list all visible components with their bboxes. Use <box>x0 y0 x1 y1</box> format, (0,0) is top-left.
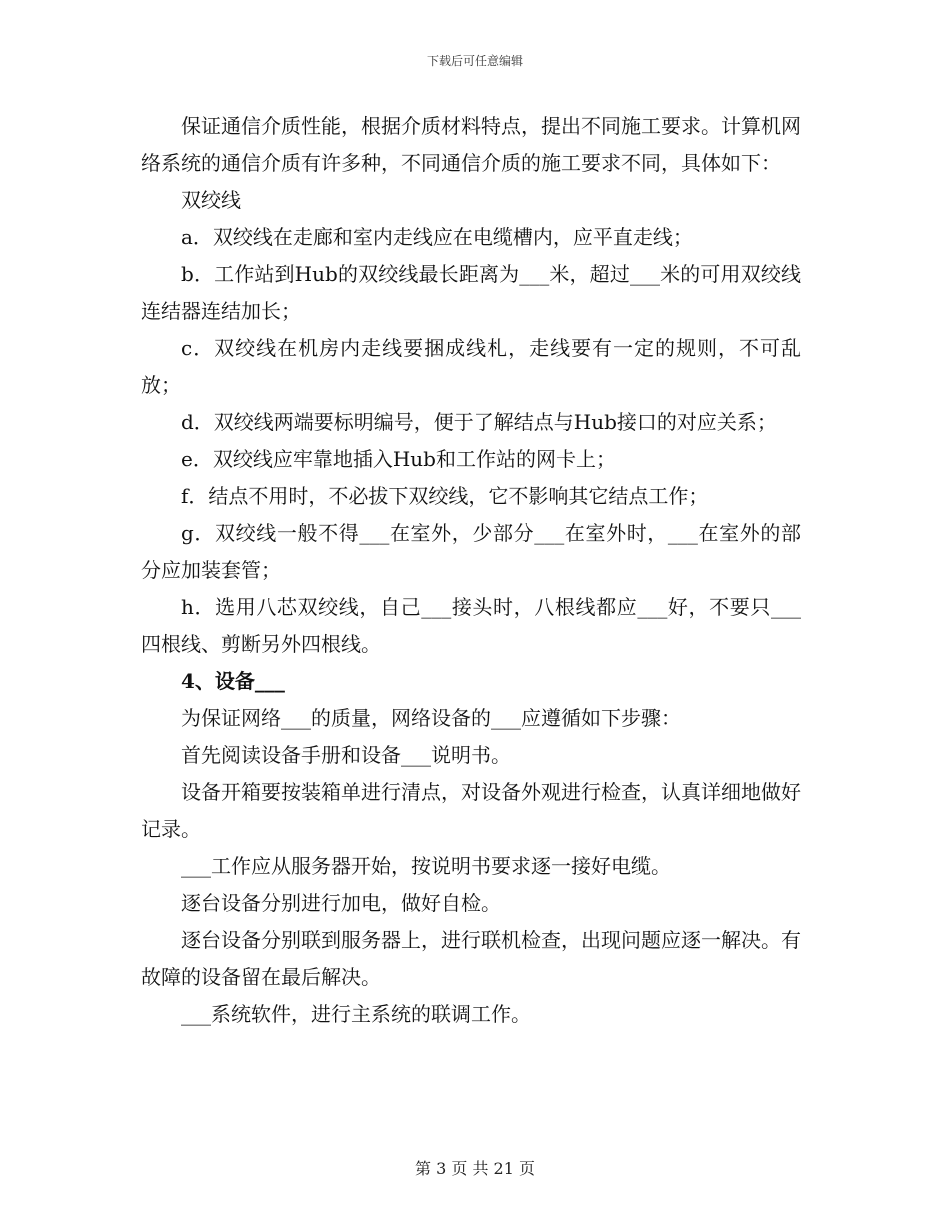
list-item: c．双绞线在机房内走线要捆成线札，走线要有一定的规则，不可乱放； <box>141 336 801 397</box>
list-item: e．双绞线应牢靠地插入Hub和工作站的网卡上； <box>181 447 616 471</box>
paragraph: 保证通信介质性能，根据介质材料特点，提出不同施工要求。计算机网络系统的通信介质有许多种，不同通信介质的施工要求不同，具体如下： <box>141 114 801 175</box>
list-item: f．结点不用时，不必拔下双绞线，它不影响其它结点工作； <box>181 484 709 508</box>
paragraph: 逐台设备分别进行加电，做好自检。 <box>181 891 501 915</box>
list-item: g．双绞线一般不得___在室外，少部分___在室外时，___在室外的部分应加装套管； <box>141 521 801 582</box>
list-item: b．工作站到Hub的双绞线最长距离为___米，超过___米的可用双绞线连结器连结加长； <box>141 262 801 323</box>
page-footer: 第 3 页 共 21 页 <box>415 1159 535 1178</box>
section-heading-twisted-pair: 双绞线 <box>181 188 241 212</box>
list-item: h．选用八芯双绞线，自己___接头时，八根线都应___好，不要只___四根线、剪断另外四根线。 <box>141 595 801 656</box>
section-heading-equipment: 4、设备___ <box>181 669 285 693</box>
paragraph: ___系统软件，进行主系统的联调工作。 <box>181 1002 531 1026</box>
paragraph: 设备开箱要按装箱单进行清点，对设备外观进行检查，认真详细地做好记录。 <box>141 780 801 841</box>
list-item: a．双绞线在走廊和室内走线应在电缆槽内，应平直走线； <box>181 225 693 249</box>
paragraph: ___工作应从服务器开始，按说明书要求逐一接好电缆。 <box>181 854 671 878</box>
list-item: d．双绞线两端要标明编号，便于了解结点与Hub接口的对应关系； <box>181 410 777 434</box>
page-header: 下载后可任意编辑 <box>426 54 523 68</box>
document-body <box>141 108 801 1033</box>
paragraph: 首先阅读设备手册和设备___说明书。 <box>181 743 511 767</box>
paragraph: 为保证网络___的质量，网络设备的___应遵循如下步骤： <box>181 706 681 730</box>
paragraph: 逐台设备分别联到服务器上，进行联机检查，出现问题应逐一解决。有故障的设备留在最后解决。 <box>141 928 801 989</box>
